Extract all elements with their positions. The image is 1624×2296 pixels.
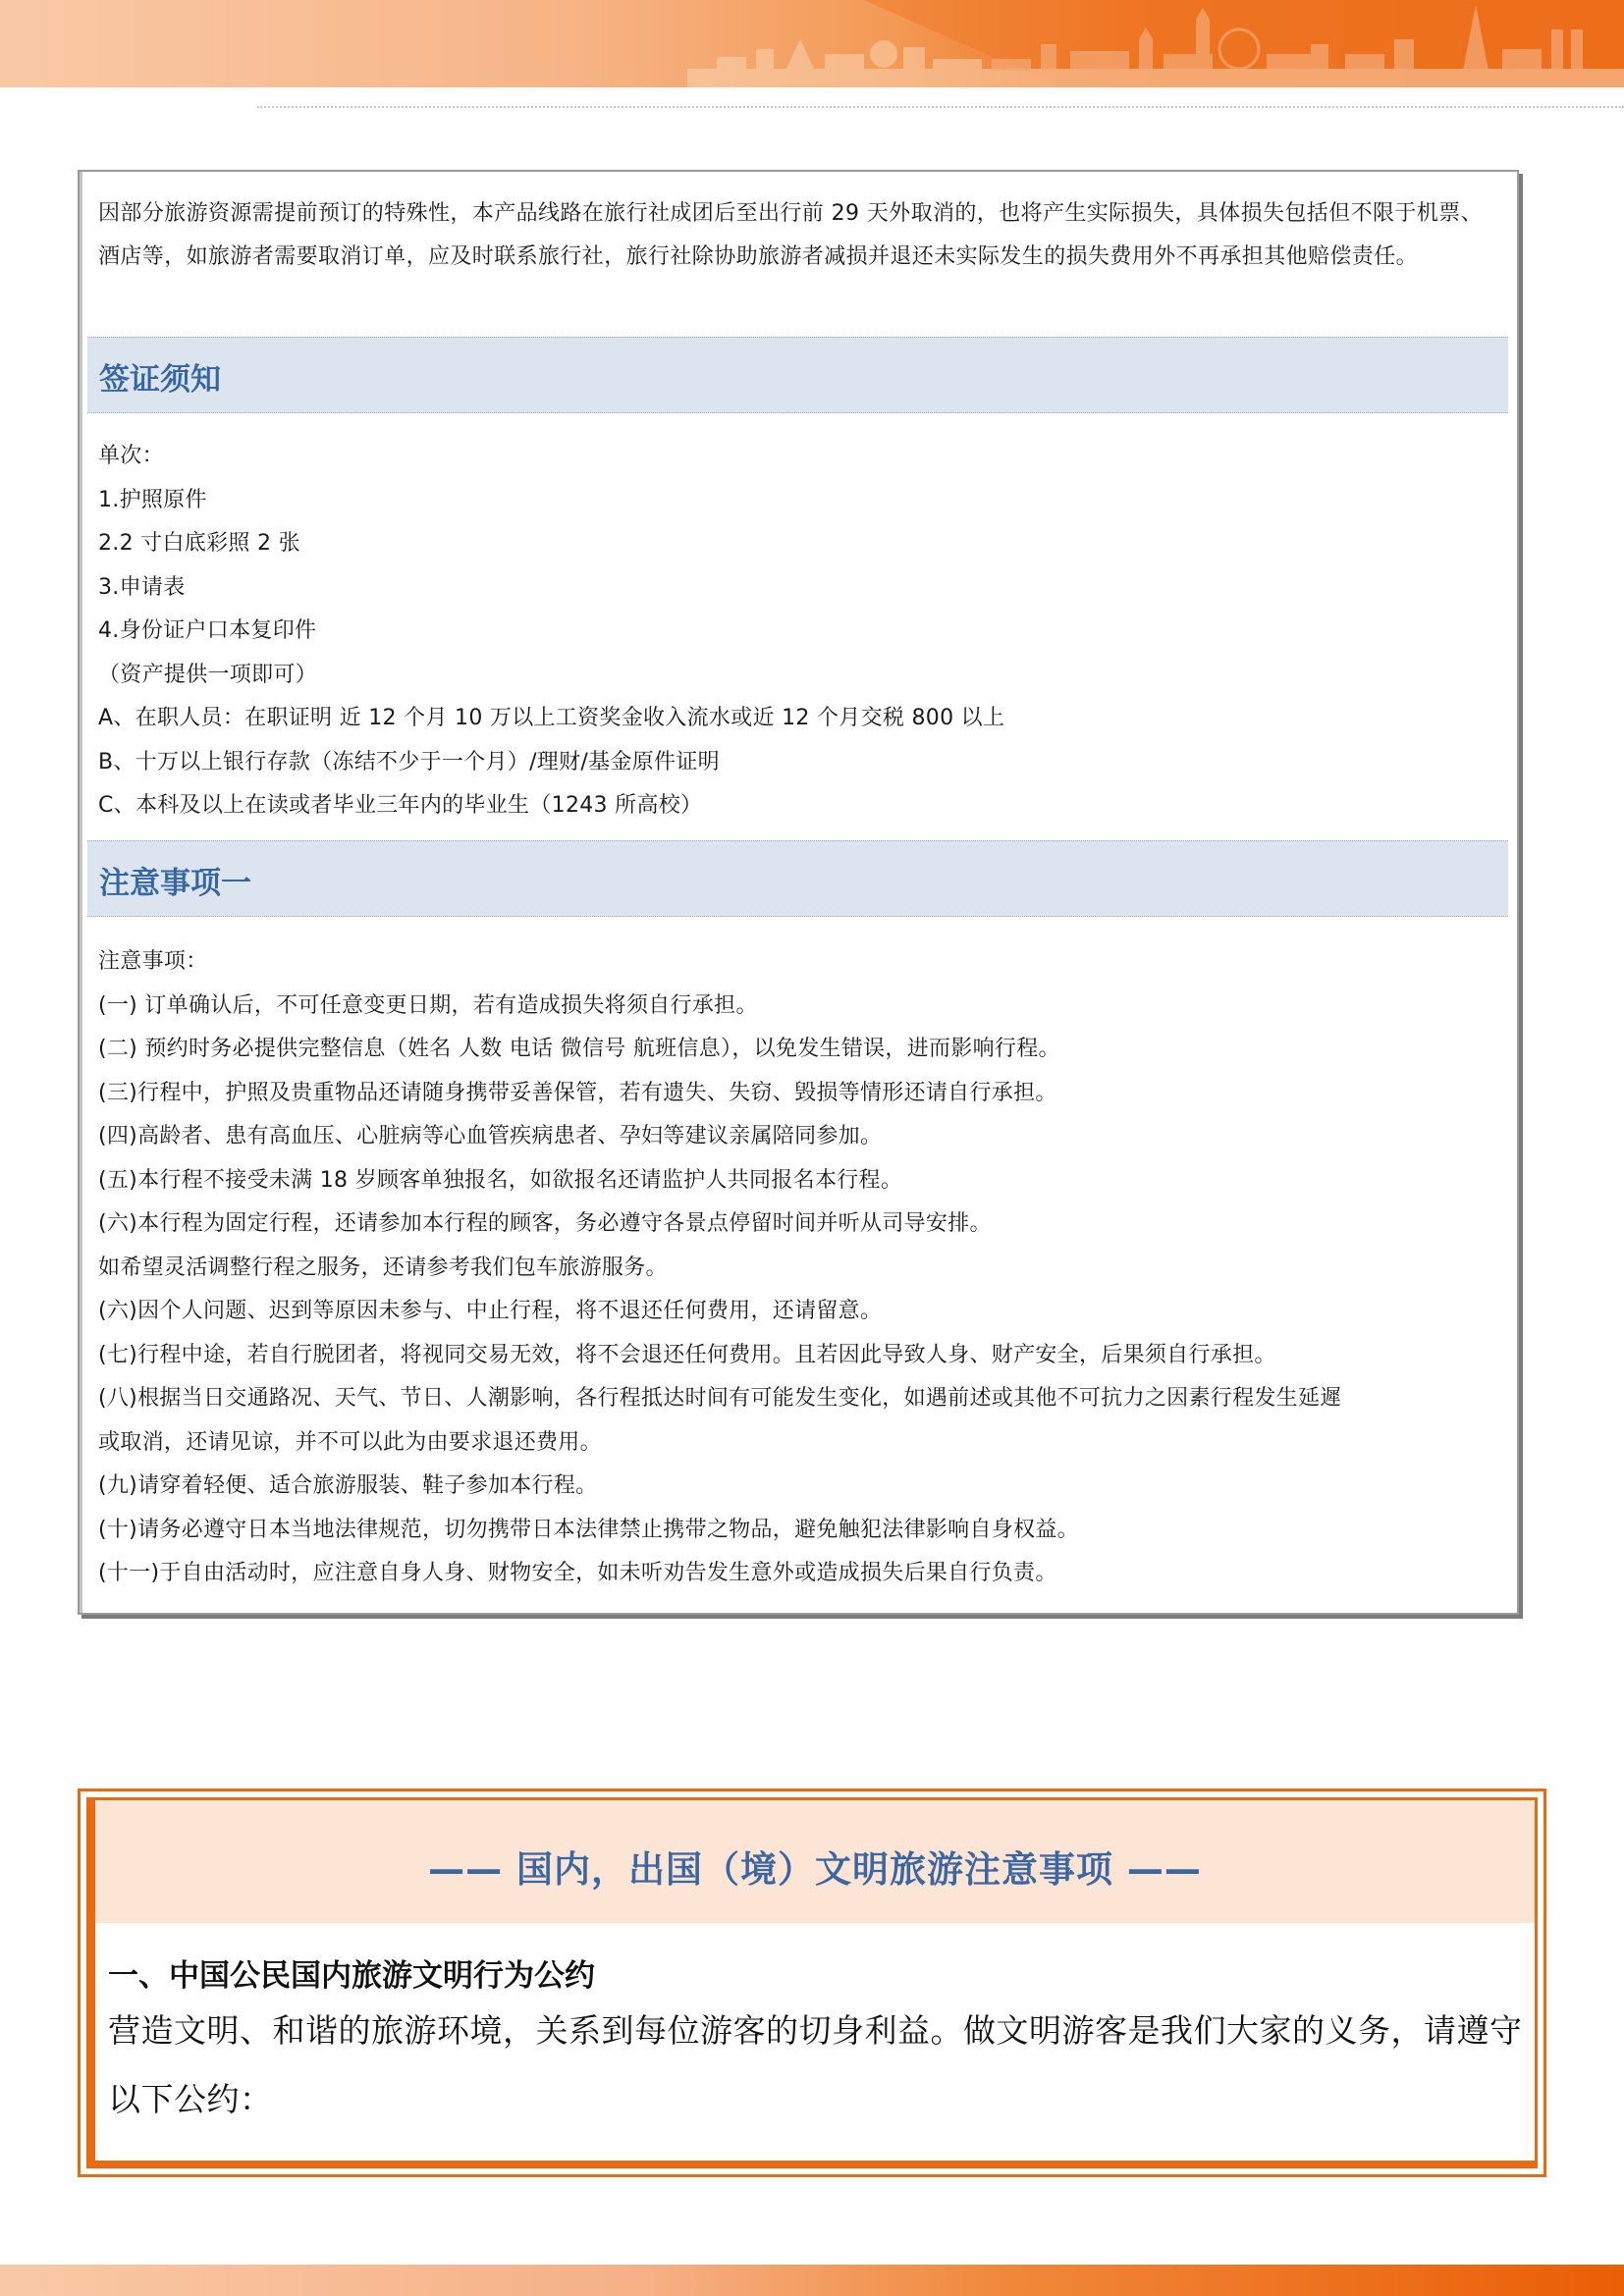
list-item: 注意事项： bbox=[98, 949, 208, 974]
list-item: (七)行程中途，若自行脱团者，将视同交易无效，将不会退还任何费用。且若因此导致人身、财产安全，后果须自行承担。 bbox=[98, 1342, 1276, 1367]
list-item: （资产提供一项即可） bbox=[98, 662, 318, 687]
header-divider bbox=[257, 106, 1624, 108]
list-item: A、在职人员：在职证明 近 12 个月 10 万以上工资奖金收入流水或近 12 个月交税 800 以上 bbox=[98, 706, 1005, 730]
list-item: (六)本行程为固定行程，还请参加本行程的顾客，务必遵守各景点停留时间并听从司导安排。 bbox=[98, 1211, 992, 1236]
list-item: (四)高龄者、患有高血压、心脏病等心血管疾病患者、孕妇等建议亲属陪同参加。 bbox=[98, 1124, 883, 1148]
list-item: (八)根据当日交通路况、天气、节日、人潮影响，各行程抵达时间有可能发生变化，如遇前述或其他不可抗力之因素行程发生延遲 bbox=[98, 1386, 1342, 1411]
visa-heading: 签证须知 bbox=[99, 362, 221, 398]
list-item: 单次： bbox=[98, 444, 164, 468]
notes-list bbox=[98, 940, 1512, 1596]
header-banner bbox=[0, 0, 1624, 87]
city-skyline-icon bbox=[0, 0, 1624, 87]
convention-paragraph: 营造文明、和谐的旅游环境，关系到每位游客的切身利益。做文明游客是我们大家的义务，请遵守以下公约： bbox=[108, 2011, 1523, 2118]
civilized-travel-frame bbox=[86, 1797, 1538, 2168]
list-item: (十一)于自由活动时，应注意自身人身、财物安全，如未听劝告发生意外或造成损失后果自行负责。 bbox=[98, 1561, 1057, 1585]
list-item: (一) 订单确认后，不可任意变更日期，若有造成损失将须自行承担。 bbox=[98, 992, 758, 1018]
list-item: 1.护照原件 bbox=[98, 487, 207, 512]
list-item: 如希望灵活调整行程之服务，还请参考我们包车旅游服务。 bbox=[98, 1255, 668, 1280]
visa-section-header bbox=[87, 337, 1508, 413]
list-item: (九)请穿着轻便、适合旅游服装、鞋子参加本行程。 bbox=[98, 1473, 598, 1498]
list-item: 4.身份证户口本复印件 bbox=[98, 618, 317, 643]
list-item: (三)行程中，护照及贵重物品还请随身携带妥善保管，若有遗失、失窃、毁损等情形还请自行承担。 bbox=[98, 1080, 1057, 1105]
notes-heading: 注意事项一 bbox=[99, 866, 251, 901]
footer-banner bbox=[0, 2265, 1624, 2296]
list-item: (二) 预约时务必提供完整信息（姓名 人数 电话 微信号 航班信息），以免发生错误，进而影响行程。 bbox=[98, 1037, 1060, 1061]
cancellation-paragraph: 因部分旅游资源需提前预订的特殊性，本产品线路在旅行社成团后至出行前 29 天外取消的，也将产生实际损失，具体损失包括但不限于机票、酒店等，如旅游者需要取消订单，应及时联系旅行社，旅行社除协助旅游者减损并退还未实际发生的损失费用外不再承担其他赔偿责任。 bbox=[98, 201, 1483, 269]
list-item: B、十万以上银行存款（冻结不少于一个月）/理财/基金原件证明 bbox=[98, 749, 720, 774]
list-item: C、本科及以上在读或者毕业三年内的毕业生（1243 所高校） bbox=[98, 793, 703, 818]
civilized-travel-panel bbox=[78, 1789, 1546, 2177]
visa-requirements-list bbox=[98, 435, 1512, 828]
notes-section-header bbox=[87, 840, 1508, 917]
list-item: 或取消，还请见谅，并不可以此为由要求退还费用。 bbox=[98, 1429, 602, 1455]
list-item: 2.2 寸白底彩照 2 张 bbox=[98, 531, 300, 556]
title-band bbox=[95, 1800, 1535, 1923]
list-item: (六)因个人问题、迟到等原因未参与、中止行程，将不退还任何费用，还请留意。 bbox=[98, 1299, 883, 1323]
civilized-travel-title: —— 国内，出国（境）文明旅游注意事项 —— bbox=[428, 1848, 1202, 1891]
list-item: 3.申请表 bbox=[98, 574, 186, 600]
list-item: (十)请务必遵守日本当地法律规范，切勿携带日本法律禁止携带之物品，避免触犯法律影响自身权益。 bbox=[98, 1517, 1079, 1542]
list-item: (五)本行程不接受未满 18 岁顾客单独报名，如欲报名还请监护人共同报名本行程。 bbox=[98, 1167, 903, 1193]
convention-subheading: 一、中国公民国内旅游文明行为公约 bbox=[108, 1958, 595, 1994]
